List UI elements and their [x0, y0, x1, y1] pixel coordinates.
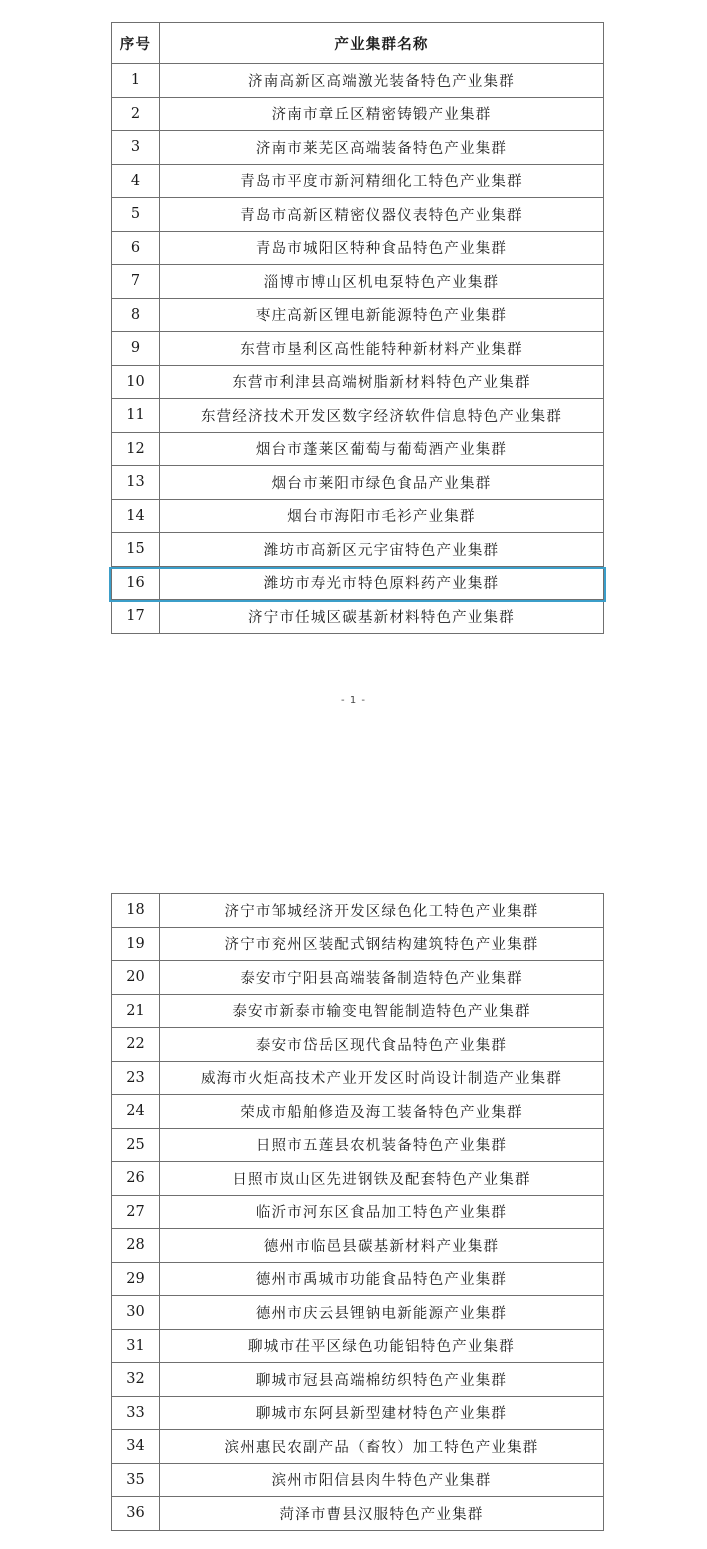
row-number: 29 — [112, 1262, 160, 1296]
row-number: 13 — [112, 466, 160, 500]
cluster-name: 威海市火炬高技术产业开发区时尚设计制造产业集群 — [160, 1061, 604, 1095]
cluster-name: 烟台市莱阳市绿色食品产业集群 — [160, 466, 604, 500]
cluster-name: 荣成市船舶修造及海工装备特色产业集群 — [160, 1095, 604, 1129]
cluster-name: 枣庄高新区锂电新能源特色产业集群 — [160, 298, 604, 332]
table-row — [112, 298, 604, 332]
cluster-name: 济宁市邹城经济开发区绿色化工特色产业集群 — [160, 894, 604, 928]
table-row — [112, 1061, 604, 1095]
table-row — [112, 1497, 604, 1531]
row-number: 19 — [112, 927, 160, 961]
cluster-name: 济宁市兖州区装配式钢结构建筑特色产业集群 — [160, 927, 604, 961]
cluster-name: 德州市庆云县锂钠电新能源产业集群 — [160, 1296, 604, 1330]
table-row — [112, 1463, 604, 1497]
row-number: 14 — [112, 499, 160, 533]
row-number: 18 — [112, 894, 160, 928]
row-number: 7 — [112, 265, 160, 299]
row-number: 24 — [112, 1095, 160, 1129]
row-number: 36 — [112, 1497, 160, 1531]
row-number: 27 — [112, 1195, 160, 1229]
row-number: 23 — [112, 1061, 160, 1095]
row-number: 10 — [112, 365, 160, 399]
table-row — [112, 994, 604, 1028]
cluster-name: 青岛市平度市新河精细化工特色产业集群 — [160, 164, 604, 198]
table-row — [112, 1329, 604, 1363]
table-row — [112, 399, 604, 433]
cluster-name: 淄博市博山区机电泵特色产业集群 — [160, 265, 604, 299]
row-number: 30 — [112, 1296, 160, 1330]
cluster-name: 烟台市海阳市毛衫产业集群 — [160, 499, 604, 533]
row-number: 17 — [112, 600, 160, 634]
table-row — [112, 1229, 604, 1263]
row-number: 16 — [112, 566, 160, 600]
row-number: 31 — [112, 1329, 160, 1363]
cluster-name: 菏泽市曹县汉服特色产业集群 — [160, 1497, 604, 1531]
row-number: 9 — [112, 332, 160, 366]
table-row — [112, 64, 604, 98]
table-row — [112, 894, 604, 928]
table-row — [112, 499, 604, 533]
cluster-name: 泰安市岱岳区现代食品特色产业集群 — [160, 1028, 604, 1062]
cluster-name: 济南市莱芜区高端装备特色产业集群 — [160, 131, 604, 165]
table-row — [112, 466, 604, 500]
header-num: 序号 — [112, 23, 160, 64]
table-row — [112, 97, 604, 131]
table-row — [112, 332, 604, 366]
row-number: 3 — [112, 131, 160, 165]
row-number: 35 — [112, 1463, 160, 1497]
cluster-name: 日照市岚山区先进钢铁及配套特色产业集群 — [160, 1162, 604, 1196]
row-number: 4 — [112, 164, 160, 198]
table-row — [112, 1396, 604, 1430]
cluster-name: 泰安市新泰市输变电智能制造特色产业集群 — [160, 994, 604, 1028]
cluster-name: 德州市禹城市功能食品特色产业集群 — [160, 1262, 604, 1296]
table-row — [112, 1430, 604, 1464]
cluster-name: 烟台市蓬莱区葡萄与葡萄酒产业集群 — [160, 432, 604, 466]
row-number: 1 — [112, 64, 160, 98]
cluster-name: 济宁市任城区碳基新材料特色产业集群 — [160, 600, 604, 634]
table-row — [112, 1262, 604, 1296]
cluster-name: 日照市五莲县农机装备特色产业集群 — [160, 1128, 604, 1162]
cluster-name: 青岛市高新区精密仪器仪表特色产业集群 — [160, 198, 604, 232]
row-number: 6 — [112, 231, 160, 265]
cluster-name: 东营经济技术开发区数字经济软件信息特色产业集群 — [160, 399, 604, 433]
table-row — [112, 1028, 604, 1062]
row-number: 26 — [112, 1162, 160, 1196]
row-number: 11 — [112, 399, 160, 433]
table-row — [112, 131, 604, 165]
table-header-row — [112, 23, 604, 64]
row-number: 33 — [112, 1396, 160, 1430]
cluster-name: 临沂市河东区食品加工特色产业集群 — [160, 1195, 604, 1229]
cluster-name: 东营市垦利区高性能特种新材料产业集群 — [160, 332, 604, 366]
table-row — [112, 432, 604, 466]
row-number: 20 — [112, 961, 160, 995]
cluster-name: 青岛市城阳区特种食品特色产业集群 — [160, 231, 604, 265]
cluster-name: 济南高新区高端激光装备特色产业集群 — [160, 64, 604, 98]
cluster-name: 聊城市冠县高端棉纺织特色产业集群 — [160, 1363, 604, 1397]
cluster-name: 济南市章丘区精密铸锻产业集群 — [160, 97, 604, 131]
cluster-name: 聊城市东阿县新型建材特色产业集群 — [160, 1396, 604, 1430]
cluster-name: 潍坊市高新区元宇宙特色产业集群 — [160, 533, 604, 567]
row-number: 21 — [112, 994, 160, 1028]
row-number: 5 — [112, 198, 160, 232]
row-number: 32 — [112, 1363, 160, 1397]
table-row — [112, 1296, 604, 1330]
table-row — [112, 265, 604, 299]
cluster-name: 德州市临邑县碳基新材料产业集群 — [160, 1229, 604, 1263]
table-row — [112, 927, 604, 961]
table-row — [112, 600, 604, 634]
table-row — [112, 365, 604, 399]
table-row — [112, 1162, 604, 1196]
row-number: 34 — [112, 1430, 160, 1464]
table-row — [112, 961, 604, 995]
header-name: 产业集群名称 — [160, 23, 604, 64]
table-row — [112, 1363, 604, 1397]
cluster-name: 东营市利津县高端树脂新材料特色产业集群 — [160, 365, 604, 399]
cluster-name: 滨州市阳信县肉牛特色产业集群 — [160, 1463, 604, 1497]
page-number: - 1 - — [341, 695, 366, 706]
cluster-table-page-1 — [111, 22, 604, 634]
table-row — [112, 1195, 604, 1229]
row-number: 2 — [112, 97, 160, 131]
row-number: 15 — [112, 533, 160, 567]
row-number: 28 — [112, 1229, 160, 1263]
table-row — [112, 198, 604, 232]
cluster-table-page-2 — [111, 893, 604, 1531]
row-number: 12 — [112, 432, 160, 466]
cluster-name: 潍坊市寿光市特色原料药产业集群 — [160, 566, 604, 600]
cluster-name: 滨州惠民农副产品（畜牧）加工特色产业集群 — [160, 1430, 604, 1464]
row-number: 22 — [112, 1028, 160, 1062]
table-row — [112, 1128, 604, 1162]
row-number: 25 — [112, 1128, 160, 1162]
row-number: 8 — [112, 298, 160, 332]
table-row — [112, 533, 604, 567]
table-row — [112, 231, 604, 265]
table-row — [112, 1095, 604, 1129]
table-row — [112, 164, 604, 198]
cluster-name: 聊城市茌平区绿色功能铝特色产业集群 — [160, 1329, 604, 1363]
cluster-name: 泰安市宁阳县高端装备制造特色产业集群 — [160, 961, 604, 995]
table-row — [112, 566, 604, 600]
